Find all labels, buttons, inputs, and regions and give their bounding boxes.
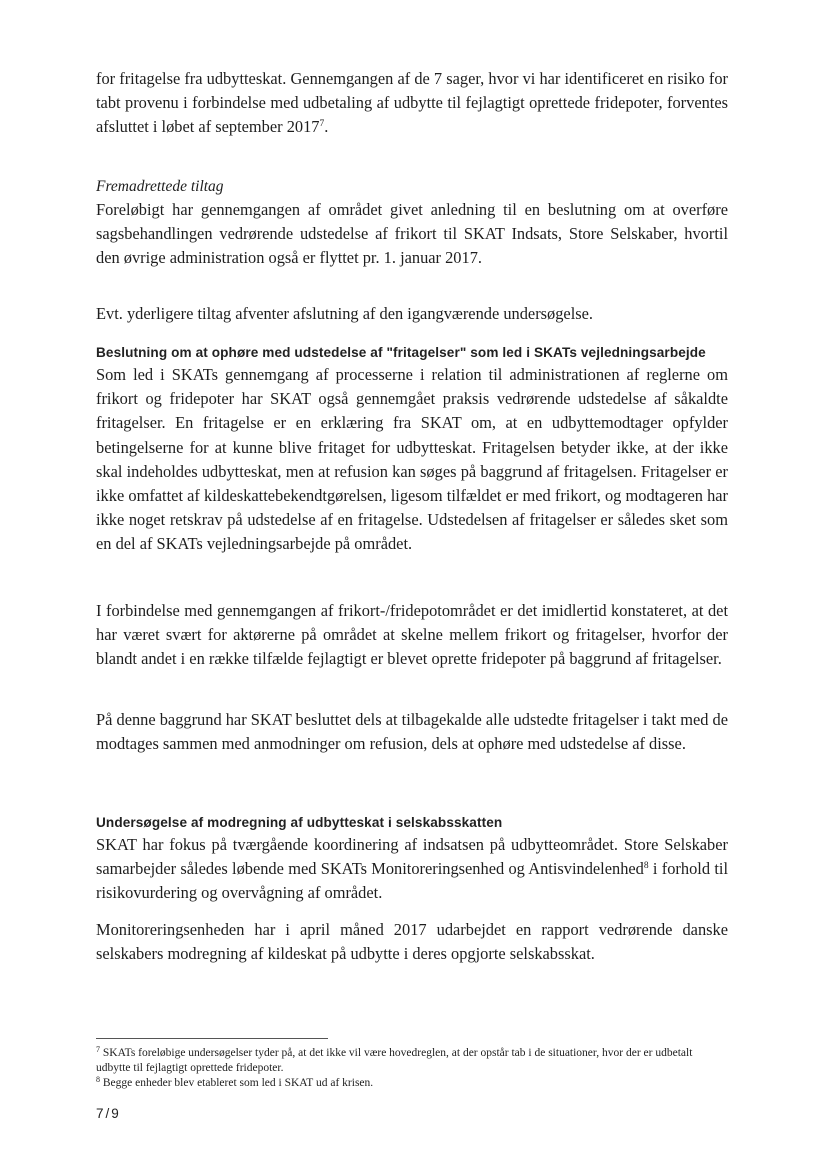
further-measures-block xyxy=(96,302,728,326)
forward-measures-paragraph: Foreløbigt har gennemgangen af området givet anledning til en beslutning om at overføre sagsbehandlingen vedrørende udstedelse af frikort til SKAT Indsats, Store Selskaber, hvortil den øvrige administration også er flyttet pr. 1. januar 2017. xyxy=(96,200,728,268)
decision-paragraph-2: I forbindelse med gennemgangen af frikort-/fridepotområdet er det imidlertid konstateret, at det har været svært for aktørerne på området at skelne mellem frikort og fritagelser, hvorfor der blandt andet i en række tilfælde fejlagtigt er blevet oprette fridepoter på baggrund af fritagelser. xyxy=(96,601,728,669)
intro-paragraph: for fritagelse fra udbytteskat. Gennemgangen af de 7 sager, hvor vi har identificeret en risiko for tabt provenu i forbindelse med udbetaling af udbytte til fejlagtigt oprettede fridepoter, forventes afsluttet i løbet af september 2017$^7$. xyxy=(96,69,728,137)
offset-paragraph-2-block xyxy=(96,918,728,966)
forward-measures-heading: Fremadrettede tiltag xyxy=(96,178,224,195)
decision-paragraph-1: Som led i SKATs gennemgang af processerne i relation til administrationen af reglerne om frikort og fridepoter har SKAT også gennemgået praksis vedrørende udstedelse af såkaldte fritagelser. En fritagelse er en erklæring fra SKAT om, at en udbyttemodtager opfylder betingelserne for at kunne blive fritaget for udbytteskat. Fritagelsen betyder ikke, at der ikke skal indeholdes udbytteskat, men at refusion kan søges på baggrund af fritagelsen. Fritagelser er ikke omfattet af kildeskattebekendtgørelsen, ligesom tilfældet er med frikort, og modtageren har ikke noget retskrav på udstedelse af en fritagelse. Udstedelsen af fritagelser er således sket som en del af SKATs vejledningsarbejde på området. xyxy=(96,365,728,554)
offset-paragraph-2: Monitoreringsenheden har i april måned 2017 udarbejdet en rapport vedrørende danske selskabers modregning af kildeskat på udbytte i deres opgjorte selskabsskat. xyxy=(96,920,728,964)
page-number: 7/9 xyxy=(96,1106,121,1121)
decision-paragraph-3-block xyxy=(96,708,728,756)
intro-paragraph-block xyxy=(96,67,728,140)
offset-section xyxy=(96,812,728,906)
footnote-divider xyxy=(96,1038,328,1039)
decision-section xyxy=(96,342,728,557)
further-measures-paragraph: Evt. yderligere tiltag afventer afslutning af den igangværende undersøgelse. xyxy=(96,304,594,323)
decision-paragraph-3: På denne baggrund har SKAT besluttet dels at tilbagekalde alle udstedte fritagelser i takt med de modtages sammen med anmodninger om refusion, dels at ophøre med udstedelse af disse. xyxy=(96,710,728,754)
decision-heading: Beslutning om at ophøre med udstedelse af "fritagelser" som led i SKATs vejledningsarbejde xyxy=(96,345,706,360)
footnote-ref-8[interactable]: 8 xyxy=(643,861,649,872)
decision-paragraph-2-block xyxy=(96,599,728,672)
footnote-ref-7[interactable]: 7 xyxy=(319,119,325,130)
offset-heading: Undersøgelse af modregning af udbytteskat i selskabsskatten xyxy=(96,815,503,830)
offset-paragraph-1: SKAT har fokus på tværgående koordinering af indsatsen på udbytteområdet. Store Selskaber samarbejder således løbende med SKATs Monitoreringsenhed og Antisvindelenhed$^8$ i forhold til risikovurdering og overvågning af området. xyxy=(96,835,728,903)
footnotes xyxy=(96,1046,728,1090)
footnote-8: $^8$ Begge enheder blev etableret som led i SKAT ud af krisen. xyxy=(96,1074,374,1089)
footnote-7: $^7$ SKATs foreløbige undersøgelser tyder på, at det ikke vil være hovedreglen, at der opstår tab i de situationer, hvor der er udbetalt udbytte til fejlagtigt oprettede fridepoter. xyxy=(96,1045,693,1074)
forward-measures-section xyxy=(96,176,728,271)
